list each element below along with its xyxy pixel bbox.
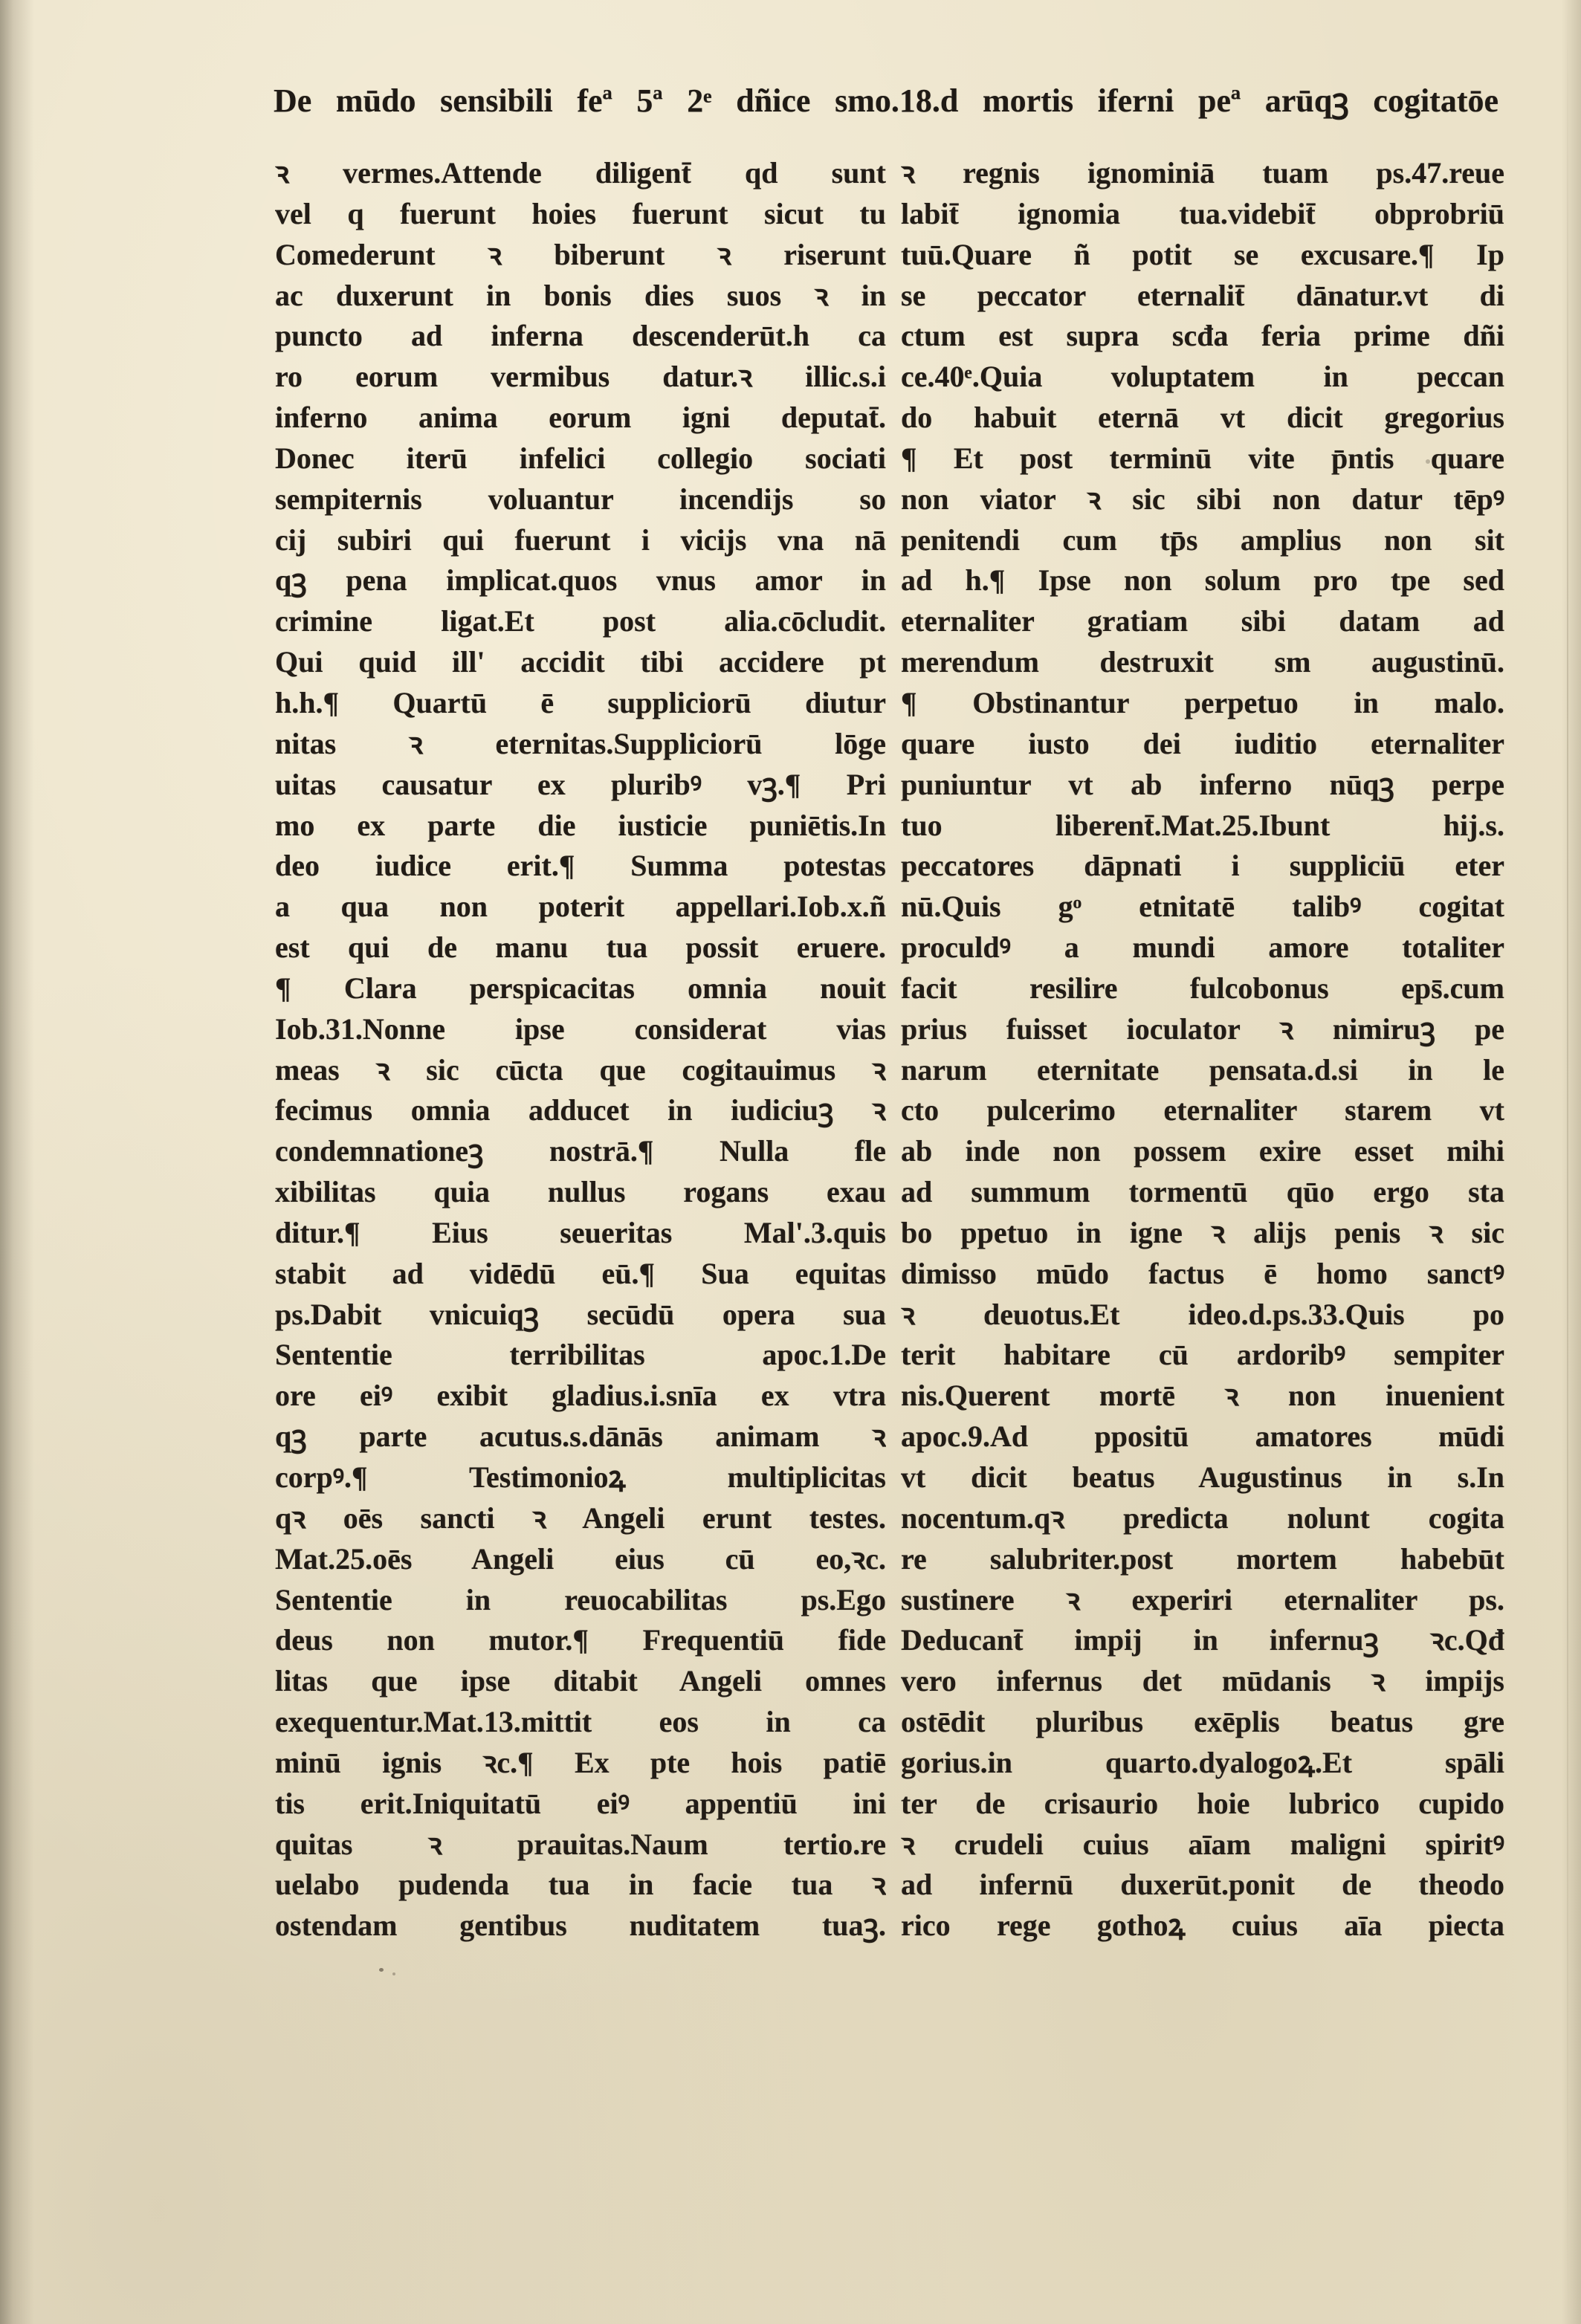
text-line: ꝛ crudeli cuius aīam maligni spiritꝰ bbox=[901, 1827, 1504, 1861]
text-line: penitendi cum tp̄s amplius non sit bbox=[901, 522, 1504, 557]
text-line: crimine ligat.Et post alia.cōcludit. bbox=[275, 604, 886, 638]
text-line: tuo liberent̄.Mat.25.Ibunt hij.s. bbox=[901, 808, 1504, 842]
text-line: sustinere ꝛ experiri eternaliter ps. bbox=[901, 1582, 1504, 1616]
text-line: ditur.¶ Eius seueritas Mal'.3.quis bbox=[275, 1215, 886, 1249]
text-line: deus non mutor.¶ Frequentiū fide bbox=[275, 1623, 886, 1657]
text-line: re salubriter.post mortem habebūt bbox=[901, 1541, 1504, 1576]
text-line: Sententie in reuocabilitas ps.Ego bbox=[275, 1582, 886, 1616]
text-line: uelabo pudenda tua in facie tua ꝛ bbox=[275, 1868, 886, 1902]
text-line: se peccator eternalit̄ dānatur.vt di bbox=[901, 278, 1504, 312]
text-line: qꝫ parte acutus.s.dānās animam ꝛ bbox=[275, 1420, 886, 1454]
text-line: merendum destruxit sm augustinū. bbox=[901, 645, 1504, 679]
text-line: vt dicit beatus Augustinus in s.In bbox=[901, 1460, 1504, 1494]
text-line: exequentur.Mat.13.mittit eos in ca bbox=[275, 1705, 886, 1739]
text-line: inferno anima eorum igni deputat̄. bbox=[275, 401, 886, 435]
text-line: terit habitare cū ardoribꝰ sempiter bbox=[901, 1338, 1504, 1372]
text-line: ore eiꝰ exibit gladius.i.snīa ex vtra bbox=[275, 1379, 886, 1413]
text-line: ter de crisaurio hoie lubrico cupido bbox=[901, 1786, 1504, 1820]
text-line: Sententie terribilitas apoc.1.De bbox=[275, 1338, 886, 1372]
text-line: ad infernū duxerūt.ponit de theodo bbox=[901, 1868, 1504, 1902]
left-column bbox=[275, 153, 886, 1946]
text-line: narum eternitate pensata.d.si in le bbox=[901, 1052, 1504, 1087]
text-line: uitas causatur ex pluribꝰ vꝫ.¶ Pri bbox=[275, 767, 886, 801]
text-line: do habuit eternā vt dicit gregorius bbox=[901, 401, 1504, 435]
text-line: ro eorum vermibus datur.ꝛ illic.s.i bbox=[275, 360, 886, 394]
text-line: ¶ Clara perspicacitas omnia nouit bbox=[275, 971, 886, 1005]
text-line: non viator ꝛ sic sibi non datur tēpꝰ bbox=[901, 482, 1504, 516]
text-line: facit resilire fulcobonus eps̄.cum bbox=[901, 971, 1504, 1005]
text-line: nū.Quis gᵒ etnitatē talibꝰ cogitat bbox=[901, 890, 1504, 924]
text-line: ad h.¶ Ipse non solum pro tpe sed bbox=[901, 563, 1504, 598]
running-head: De mūdo sensibili feª 5ª 2ᵉ dñice smo.18.d mortis iferni peª arūqꝫ cogitatōe bbox=[274, 82, 1498, 119]
text-line: Deducant̄ impij in infernuꝫ ꝛc.Qđ bbox=[901, 1623, 1504, 1657]
text-line: ostendam gentibus nuditatem tuaꝫ. bbox=[275, 1909, 886, 1943]
text-line: cto pulcerimo eternaliter starem vt bbox=[901, 1093, 1504, 1127]
ink-speck bbox=[392, 1972, 395, 1975]
text-line: a qua non poterit appellari.Iob.x.ñ bbox=[275, 890, 886, 924]
ink-speck bbox=[379, 1968, 384, 1972]
text-line: puniuntur vt ab inferno nūqꝫ perpe bbox=[901, 767, 1504, 801]
text-line: xibilitas quia nullus rogans exau bbox=[275, 1175, 886, 1209]
text-line: quare iusto dei iuditio eternaliter bbox=[901, 726, 1504, 760]
text-line: dimisso mūdo factus ē homo sanctꝰ bbox=[901, 1256, 1504, 1290]
text-line: labit̄ ignomia tua.videbit̄ obprobriū bbox=[901, 196, 1504, 230]
text-line: ¶ Et post terminū vite p̄ntis quare bbox=[901, 441, 1504, 475]
text-line: Iob.31.Nonne ipse considerat vias bbox=[275, 1012, 886, 1046]
text-line: Comederunt ꝛ biberunt ꝛ riserunt bbox=[275, 237, 886, 271]
text-line: ce.40ᵉ.Quia voluptatem in peccan bbox=[901, 360, 1504, 394]
text-line: sempiternis voluantur incendijs so bbox=[275, 482, 886, 516]
text-line: prius fuisset ioculator ꝛ nimiruꝫ pe bbox=[901, 1012, 1504, 1046]
text-line: Qui quid ill' accidit tibi accidere pt bbox=[275, 645, 886, 679]
text-line: ad summum tormentū qūo ergo sta bbox=[901, 1175, 1504, 1209]
text-line: mo ex parte die iusticie puniētis.In bbox=[275, 808, 886, 842]
text-line: proculdꝰ a mundi amore totaliter bbox=[901, 930, 1504, 965]
text-line: ac duxerunt in bonis dies suos ꝛ in bbox=[275, 278, 886, 312]
text-line: Mat.25.oēs Angeli eius cū eo,ꝛc. bbox=[275, 1541, 886, 1576]
text-line: ꝛ regnis ignominiā tuam ps.47.reue bbox=[901, 156, 1504, 190]
text-line: meas ꝛ sic cūcta que cogitauimus ꝛ bbox=[275, 1052, 886, 1087]
text-line: est qui de manu tua possit eruere. bbox=[275, 930, 886, 965]
text-line: qꝛ oēs sancti ꝛ Angeli erunt testes. bbox=[275, 1501, 886, 1535]
text-line: h.h.¶ Quartū ē suppliciorū diutur bbox=[275, 685, 886, 719]
text-line: qꝫ pena implicat.quos vnus amor in bbox=[275, 563, 886, 598]
text-line: nitas ꝛ eternitas.Suppliciorū lōge bbox=[275, 726, 886, 760]
text-line: puncto ad inferna descenderūt.h ca bbox=[275, 319, 886, 353]
text-line: condemnationeꝫ nostrā.¶ Nulla fle bbox=[275, 1134, 886, 1168]
text-line: ostēdit pluribus exēplis beatus gre bbox=[901, 1705, 1504, 1739]
text-line: corpꝰ.¶ Testimonioꝝ multiplicitas bbox=[275, 1460, 886, 1494]
text-line: rico rege gothoꝝ cuius aīa piecta bbox=[901, 1909, 1504, 1943]
text-line: ps.Dabit vnicuiqꝫ secūdū opera sua bbox=[275, 1297, 886, 1331]
text-line: apoc.9.Ad ppositū amatores mūdi bbox=[901, 1420, 1504, 1454]
text-line: ¶ Obstinantur perpetuo in malo. bbox=[901, 685, 1504, 719]
text-line: ctum est supra scđa feria prime dñi bbox=[901, 319, 1504, 353]
text-line: stabit ad vidēdū eū.¶ Sua equitas bbox=[275, 1256, 886, 1290]
text-line: bo ppetuo in igne ꝛ alijs penis ꝛ sic bbox=[901, 1215, 1504, 1249]
text-line: eternaliter gratiam sibi datam ad bbox=[901, 604, 1504, 638]
text-line: tuū.Quare ñ potit se excusare.¶ Ip bbox=[901, 237, 1504, 271]
text-line: nis.Querent mortē ꝛ non inuenient bbox=[901, 1379, 1504, 1413]
text-line: fecimus omnia adducet in iudiciuꝫ ꝛ bbox=[275, 1093, 886, 1127]
page-crease bbox=[1567, 0, 1568, 2324]
text-line: Donec iterū infelici collegio sociati bbox=[275, 441, 886, 475]
text-line: ꝛ vermes.Attende diligent̄ qd sunt bbox=[275, 156, 886, 190]
text-line: ab inde non possem exire esset mihi bbox=[901, 1134, 1504, 1168]
text-line: gorius.in quarto.dyalogoꝝ.Et spāli bbox=[901, 1745, 1504, 1779]
text-line: vero infernus det mūdanis ꝛ impijs bbox=[901, 1664, 1504, 1698]
text-line: cij subiri qui fuerunt i vicijs vna nā bbox=[275, 522, 886, 557]
text-line: litas que ipse ditabit Angeli omnes bbox=[275, 1664, 886, 1698]
text-line: nocentum.qꝛ predicta nolunt cogita bbox=[901, 1501, 1504, 1535]
text-line: ꝛ deuotus.Et ideo.d.ps.33.Quis po bbox=[901, 1297, 1504, 1331]
text-line: tis erit.Iniquitatū eiꝰ appentiū ini bbox=[275, 1786, 886, 1820]
text-line: vel q fuerunt hoies fuerunt sicut tu bbox=[275, 196, 886, 230]
text-line: minū ignis ꝛc.¶ Ex pte hois patiē bbox=[275, 1745, 886, 1779]
text-line: peccatores dāpnati i suppliciū eter bbox=[901, 849, 1504, 883]
text-line: deo iudice erit.¶ Summa potestas bbox=[275, 849, 886, 883]
right-column bbox=[901, 153, 1504, 1946]
text-line: quitas ꝛ prauitas.Naum tertio.re bbox=[275, 1827, 886, 1861]
